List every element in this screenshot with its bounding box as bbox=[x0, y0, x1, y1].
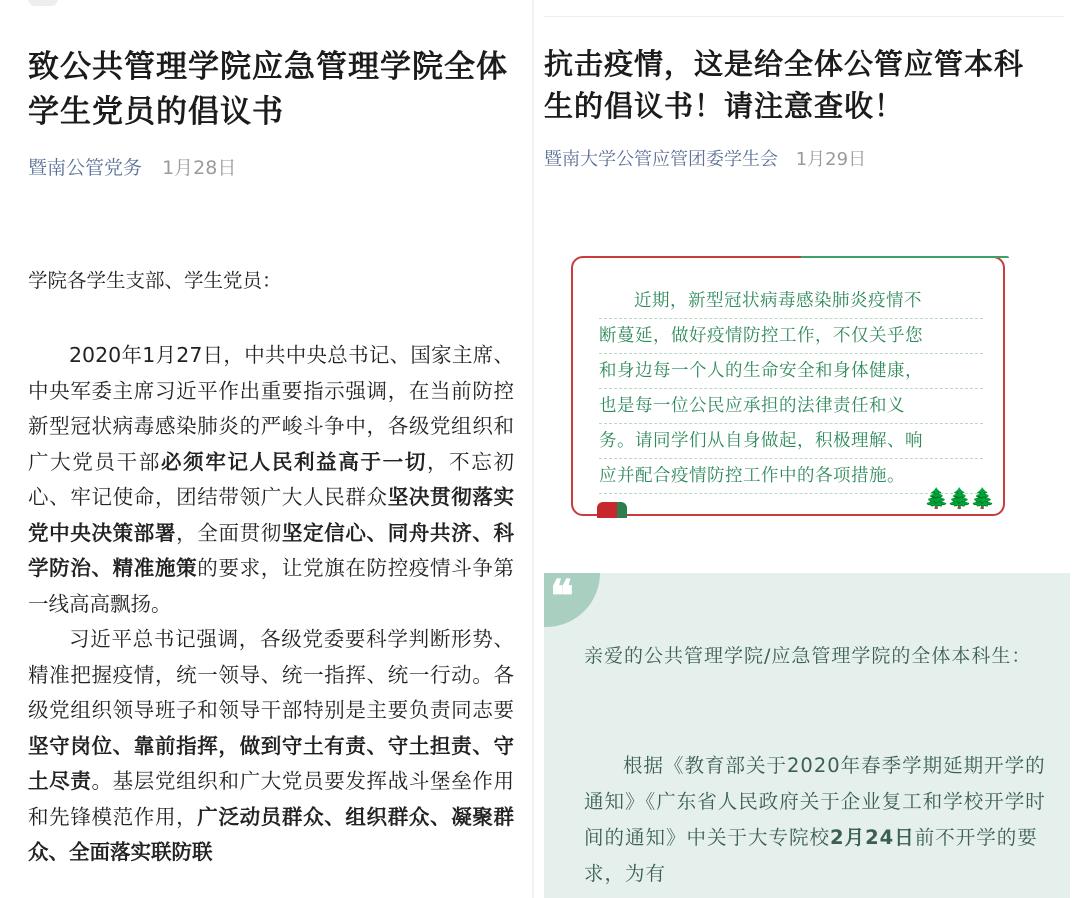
body-text: 的要求，让党旗在防控疫情斗争第一线高高飘扬。 bbox=[28, 556, 515, 616]
emphasis-text: 必须牢记人民利益高于一切 bbox=[161, 449, 427, 474]
article-source-link[interactable]: 暨南公管党务 bbox=[28, 157, 143, 179]
notice-line: 也是每一位公民应承担的法律责任和义 bbox=[599, 389, 983, 424]
letter-greeting: 亲爱的公共管理学院/应急管理学院的全体本科生： bbox=[584, 645, 1032, 667]
emphasis-text: 坚守岗位、靠前指挥，做到守土有责、守土担责、守土尽责 bbox=[28, 733, 514, 793]
letter-card bbox=[544, 573, 1070, 898]
emphasis-text: 广泛动员群众、组织群众、凝聚群众、全面落实联防联 bbox=[28, 804, 515, 864]
article-salutation: 学院各学生支部、学生党员： bbox=[28, 269, 282, 292]
emphasis-text: 坚决贯彻落实党中央决策部署 bbox=[28, 485, 515, 545]
right-article[interactable] bbox=[534, 0, 1080, 898]
top-divider bbox=[544, 16, 1064, 17]
body-text: ，全面贯彻 bbox=[176, 520, 282, 545]
flag-icon bbox=[597, 502, 627, 518]
notice-line: 断蔓延，做好疫情防控工作，不仅关乎您 bbox=[599, 319, 983, 354]
article-source-link[interactable]: 暨南大学公管应管团委学生会 bbox=[544, 149, 778, 170]
notice-line: 近期，新型冠状病毒感染肺炎疫情不 bbox=[599, 284, 983, 319]
article-title[interactable]: 致公共管理学院应急管理学院全体学生党员的倡议书 bbox=[28, 49, 508, 130]
emphasis-text: 坚定信心、同舟共济、科学防治、精准施策 bbox=[28, 520, 515, 580]
article-body bbox=[28, 338, 514, 871]
left-article[interactable] bbox=[0, 0, 532, 898]
body-text: ，不忘初心、牢记使命，团结带领广大人民群众 bbox=[28, 449, 514, 509]
article-date: 1月28日 bbox=[162, 157, 237, 179]
article-title[interactable]: 抗击疫情，这是给全体公管应管本科生的倡议书！请注意查收！ bbox=[544, 47, 1025, 123]
article-paragraph bbox=[28, 622, 514, 871]
body-text: 2020年1月27日，中共中央总书记、国家主席、中央军委主席习近平作出重要指示强调，在当前防控新型冠状病毒感染肺炎的严峻斗争中，各级党组织和广大党员干部 bbox=[28, 343, 514, 474]
notice-card bbox=[571, 256, 1005, 516]
trees-icon: 🌲🌲🌲 bbox=[924, 486, 993, 510]
letter-body bbox=[584, 748, 1054, 892]
body-text: 。基层党组织和广大党员要发挥战斗堡垒作用和先锋模范作用， bbox=[28, 769, 515, 829]
notice-border-accent bbox=[801, 256, 1009, 258]
body-text: 习近平总书记强调，各级党委要科学判断形势、精准把握疫情，统一领导、统一指挥、统一行动。各级党组织领导班子和领导干部特别是主要负责同志要 bbox=[28, 627, 514, 722]
notice-line: 应并配合疫情防控工作中的各项措施。 bbox=[599, 459, 983, 494]
top-scroll-hint bbox=[28, 0, 58, 6]
article-date: 1月29日 bbox=[795, 149, 867, 170]
quote-icon: ❝ bbox=[544, 573, 600, 627]
body-text: 根据《教育部关于2020年春季学期延期开学的通知》《广东省人民政府关于企业复工和学校开学时间的通知》中关于大专院校 bbox=[584, 754, 1046, 849]
notice-line: 务。请同学们从自身做起，积极理解、响 bbox=[599, 424, 983, 459]
body-text: 前不开学的要求，为有 bbox=[584, 826, 1038, 885]
article-paragraph bbox=[28, 338, 514, 622]
notice-text bbox=[599, 284, 983, 494]
article-meta bbox=[544, 145, 866, 171]
article-meta bbox=[28, 153, 236, 180]
notice-line: 和身边每一个人的生命安全和身体健康， bbox=[599, 354, 983, 389]
emphasis-text: 2月24日 bbox=[830, 826, 915, 849]
